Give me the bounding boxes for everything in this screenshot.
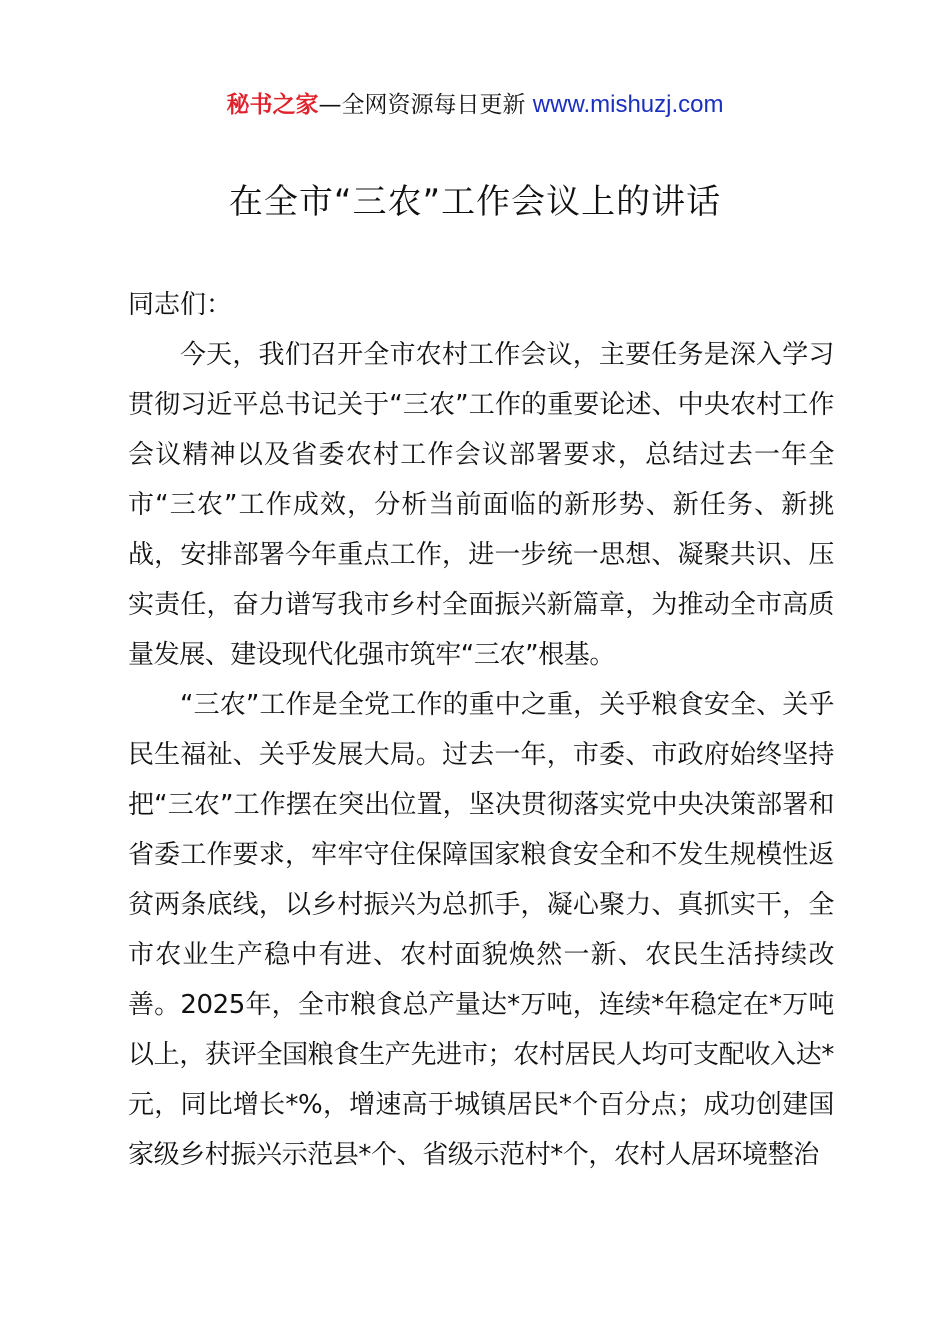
body-paragraph-2: “三农”工作是全党工作的重中之重，关乎粮食安全、关乎民生福祉、关乎发展大局。过去一年，市委、市政府始终坚持把“三农”工作摆在突出位置，坚决贯彻落实党中央决策部署和省委工作要求，牢牢守住保障国家粮食安全和不发生规模性返贫两条底线，以乡村振兴为总抓手，凝心聚力、真抓实干，全市农业生产稳中有进、农村面貌焕然一新、农民生活持续改善。2025年，全市粮食总产量达*万吨，连续*年稳定在*万吨以上，获评全国粮食生产先进市；农村居民人均可支配收入达*元，同比增长*%，增速高于城镇居民*个百分点；成功创建国家级乡村振兴示范县*个、省级示范村*个，农村人居环境整治	[128, 690, 834, 1170]
document-title: 在全市“三农”工作会议上的讲话	[228, 182, 722, 222]
site-header	[0, 88, 950, 122]
salutation: 同志们：	[128, 290, 233, 320]
document-body	[128, 280, 834, 1180]
site-url-link[interactable]: www.mishuzj.com	[532, 91, 724, 118]
brand-name: 秘书之家	[226, 92, 319, 118]
header-tagline: —全网资源每日更新	[318, 92, 526, 118]
body-paragraph-1: 今天，我们召开全市农村工作会议，主要任务是深入学习贯彻习近平总书记关于“三农”工作的重要论述、中央农村工作会议精神以及省委农村工作会议部署要求，总结过去一年全市“三农”工作成效，分析当前面临的新形势、新任务、新挑战，安排部署今年重点工作，进一步统一思想、凝聚共识、压实责任，奋力谱写我市乡村全面振兴新篇章，为推动全市高质量发展、建设现代化强市筑牢“三农”根基。	[128, 340, 834, 670]
